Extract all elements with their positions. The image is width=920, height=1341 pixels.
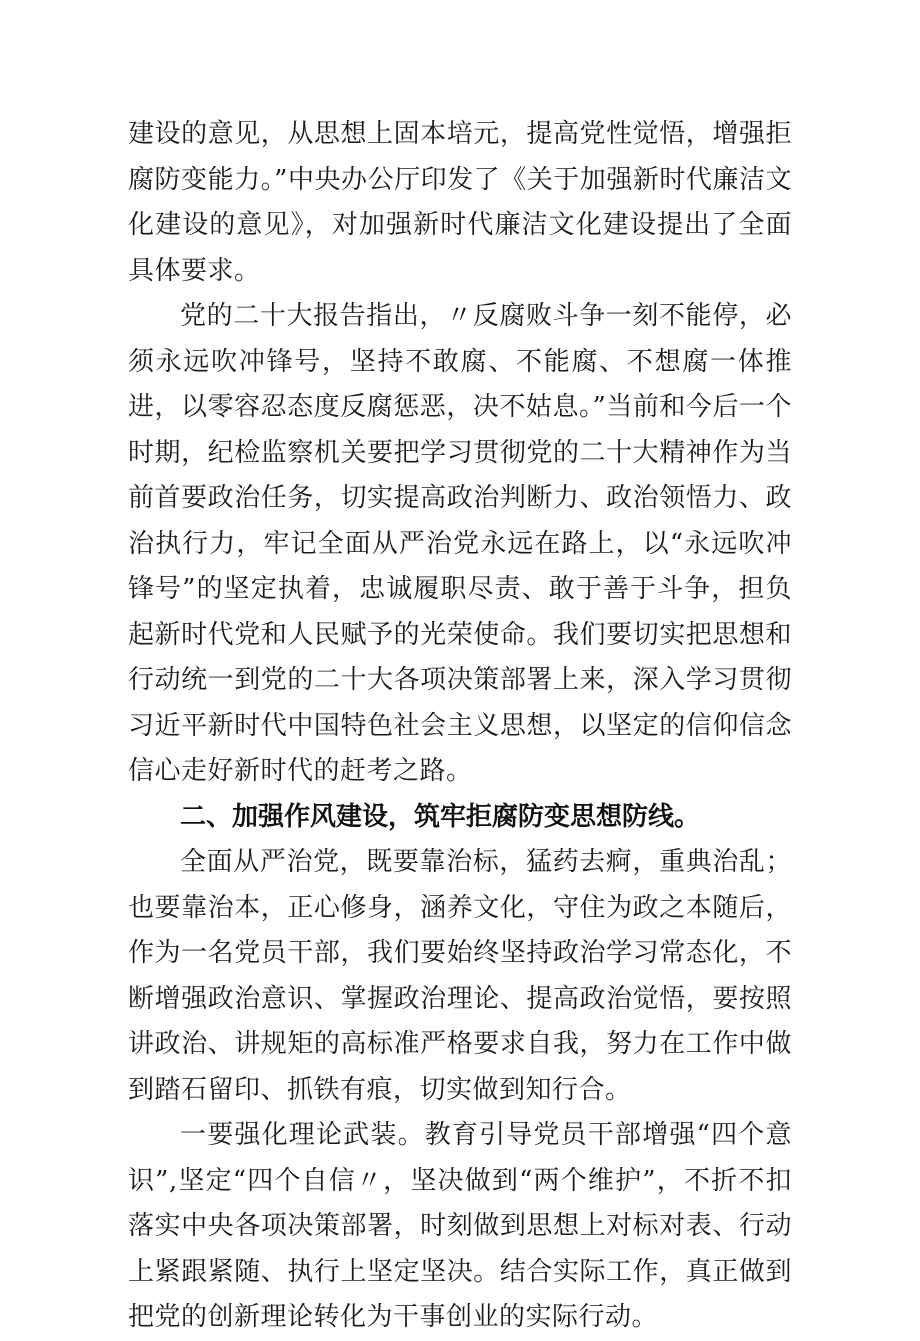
document-body [128,112,792,1341]
section-heading: 二、加强作风建设，筑牢拒腐防变思想防线。 [180,801,701,832]
paragraph-theory-armament: 一要强化理论武装。教育引导党员干部增强“四个意识”,坚定“四个自信〃，坚决做到“两个维护”，不折不扣落实中央各项决策部署，时刻做到思想上对标对表、行动上紧跟紧随、执行上坚定坚决。结合实际工作，真正做到把党的创新理论转化为干事创业的实际行动。 [128,1120,792,1332]
paragraph-strict-governance: 全面从严治党，既要靠治标，猛药去痾，重典治乱；也要靠治本，正心修身，涵养文化，守住为政之本随后，作为一名党员干部，我们要始终坚持政治学习常态化，不断增强政治意识、掌握政治理论、提高政治觉悟，要按照讲政治、讲规矩的高标准严格要求自我，努力在工作中做到踏石留印、抓铁有痕，切实做到知行合。 [128,847,792,1105]
paragraph-report-quote: 党的二十大报告指出，〃反腐败斗争一刻不能停，必须永远吹冲锋号，坚持不敢腐、不能腐、不想腐一体推进，以零容忍态度反腐惩恶，决不姑息。”当前和今后一个时期，纪检监察机关要把学习贯彻党的二十大精神作为当前首要政治任务，切实提高政治判断力、政治领悟力、政治执行力，牢记全面从严治党永远在路上，以“永远吹冲锋号”的坚定执着，忠诚履职尽责、敢于善于斗争，担负起新时代党和人民赋予的光荣使命。我们要切实把思想和行动统一到党的二十大各项决策部署上来，深入学习贯彻习近平新时代中国特色社会主义思想，以坚定的信仰信念信心走好新时代的赶考之路。 [128,301,792,786]
paragraph-continuation: 建设的意见，从思想上固本培元，提高党性觉悟，增强拒腐防变能力。”中央办公厅印发了《关于加强新时代廉洁文化建设的意见》，对加强新时代廉洁文化建设提出了全面具体要求。 [128,119,792,286]
